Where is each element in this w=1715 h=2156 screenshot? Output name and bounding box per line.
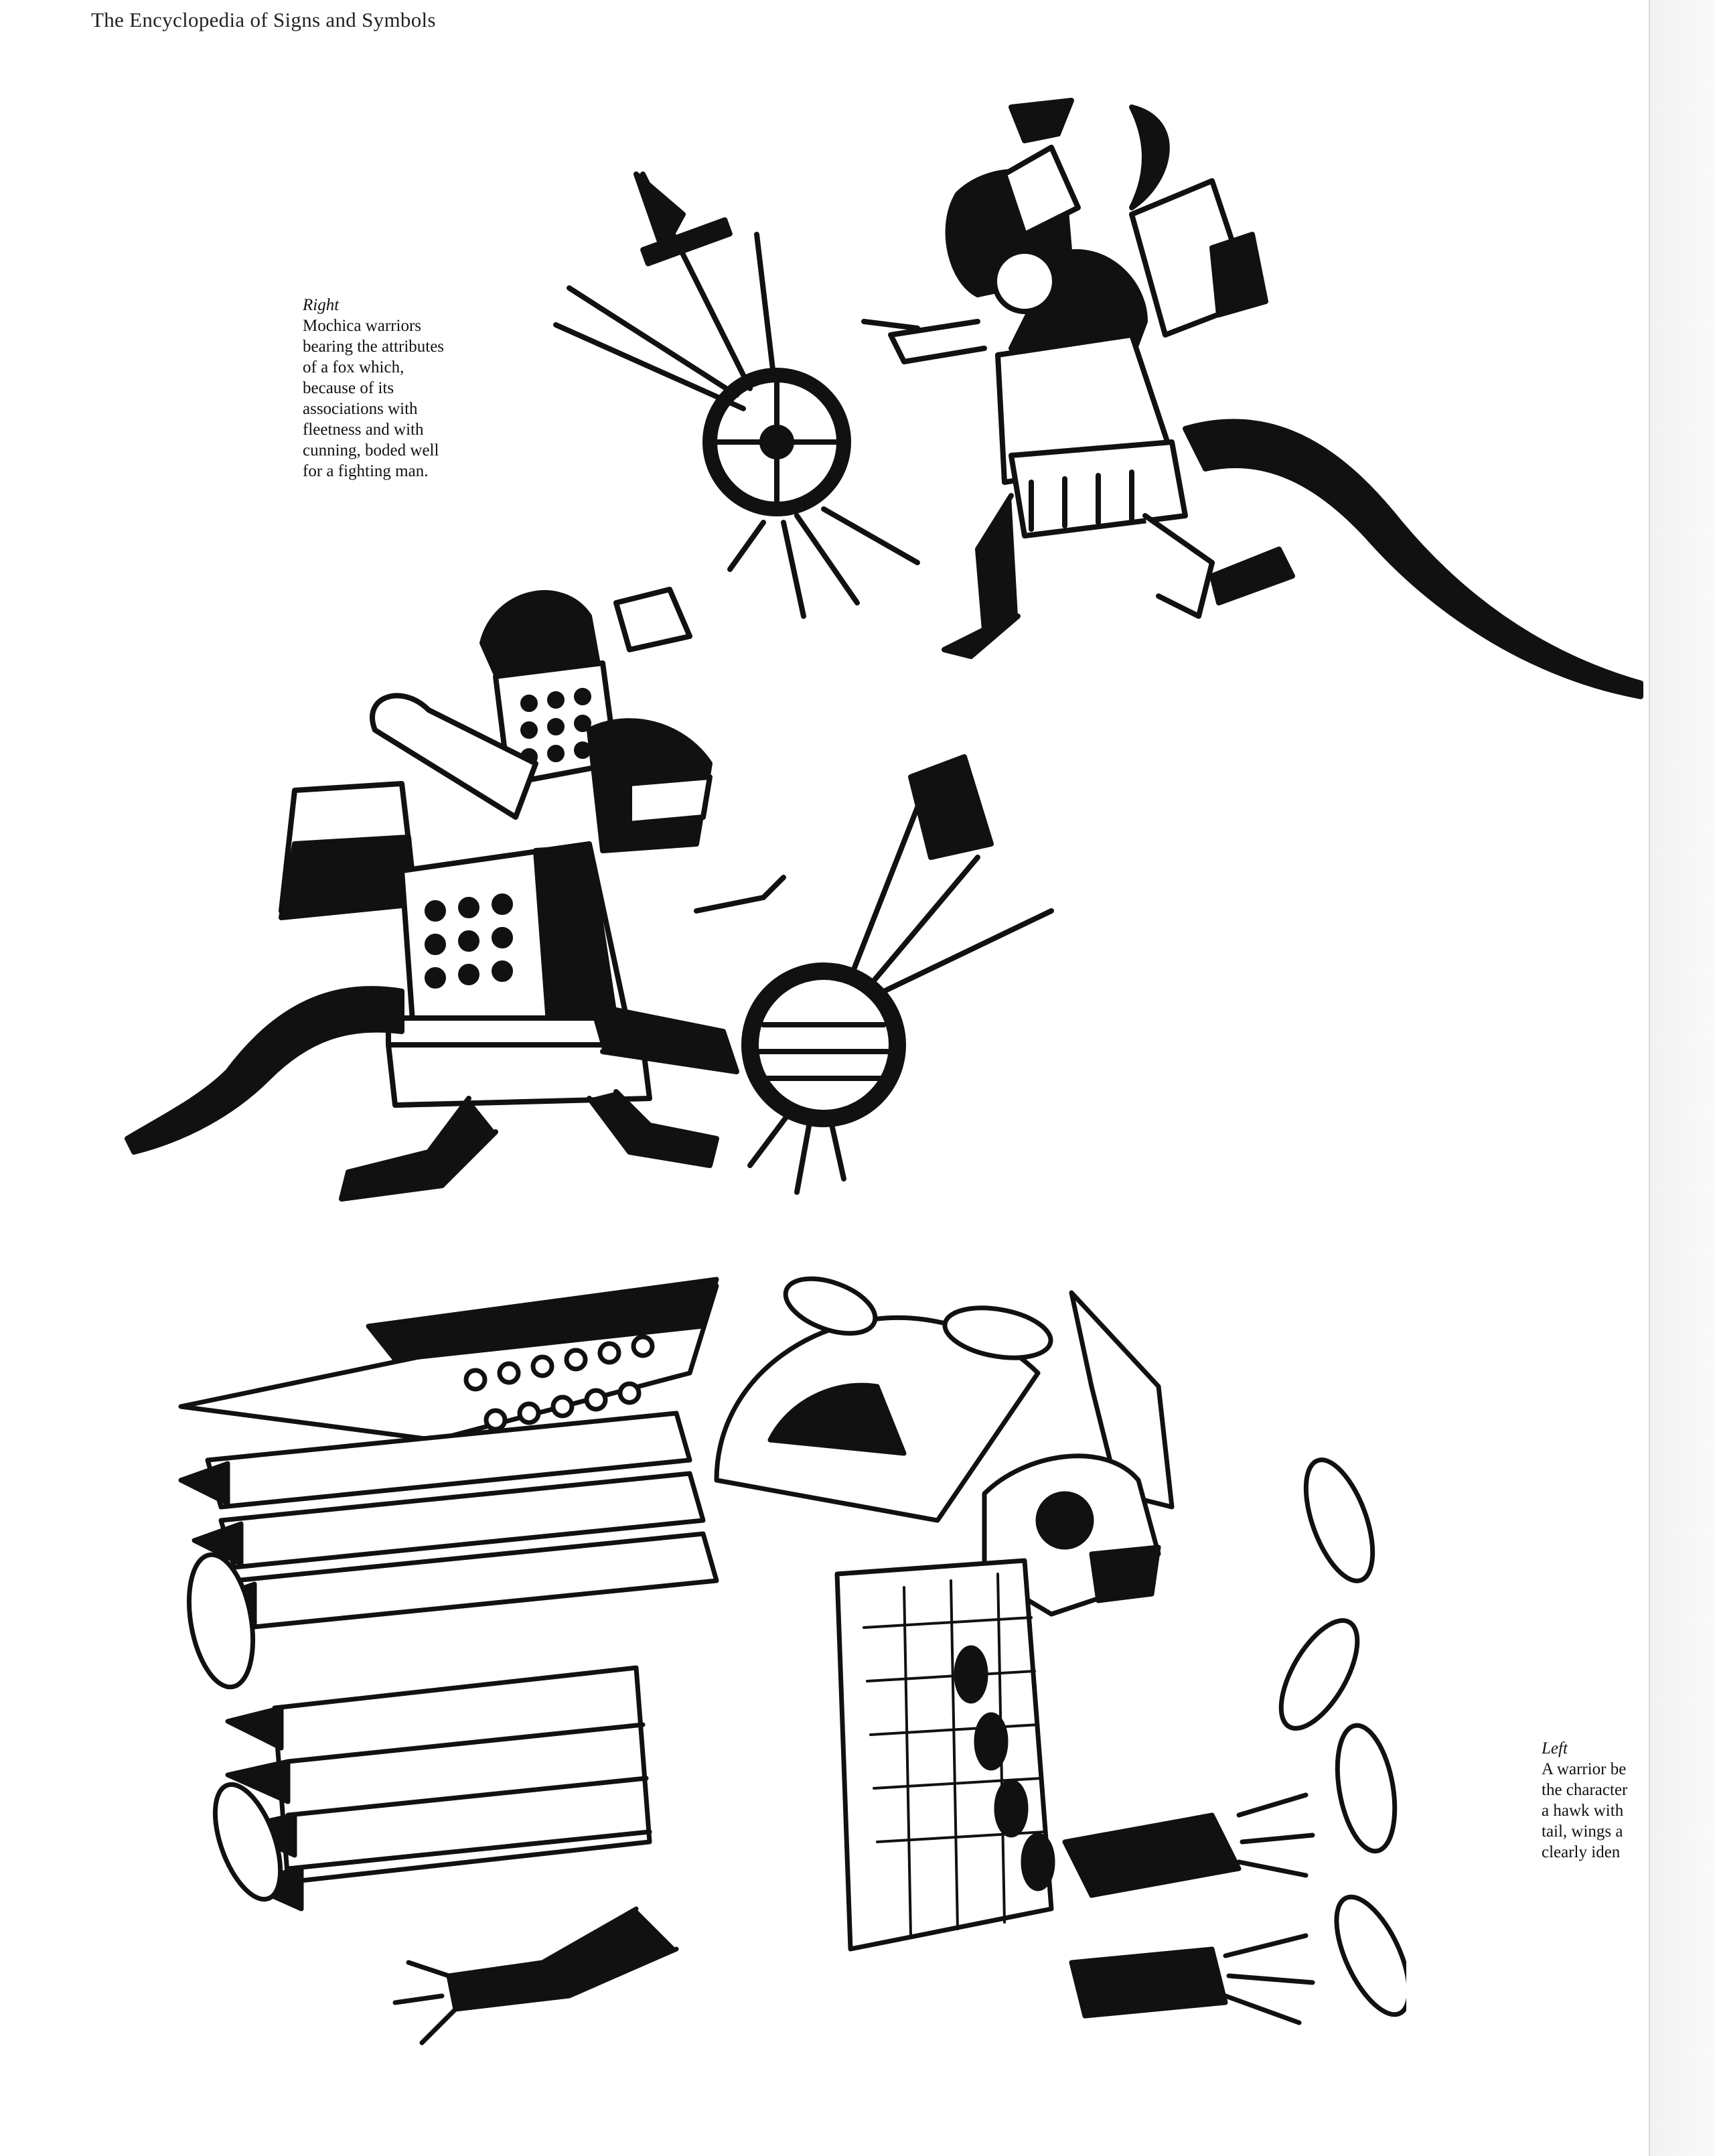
caption-line: tail, wings a — [1542, 1822, 1623, 1841]
caption-right — [303, 295, 504, 482]
caption-line: associations with — [303, 400, 418, 418]
caption-heading: Left — [1542, 1739, 1568, 1757]
hawk-warrior-illustration — [167, 1239, 1406, 2130]
caption-line: clearly iden — [1542, 1843, 1621, 1861]
caption-line: Mochica warriors — [303, 317, 422, 335]
fox-warrior-middle-illustration — [121, 563, 1092, 1219]
caption-left — [1542, 1738, 1649, 1863]
caption-line: for a fighting man. — [303, 462, 429, 480]
page-edge-shadow — [1649, 0, 1715, 2156]
caption-line: A warrior be — [1542, 1760, 1627, 1778]
caption-line: because of its — [303, 379, 394, 397]
caption-line: of a fox which, — [303, 358, 404, 376]
caption-heading: Right — [303, 296, 340, 314]
running-head: The Encyclopedia of Signs and Symbols — [91, 8, 436, 31]
caption-line: bearing the attributes — [303, 338, 445, 356]
caption-line: fleetness and with — [303, 421, 424, 439]
caption-line: the character — [1542, 1781, 1628, 1799]
caption-line: cunning, boded well — [303, 441, 439, 459]
caption-line: a hawk with — [1542, 1802, 1624, 1820]
